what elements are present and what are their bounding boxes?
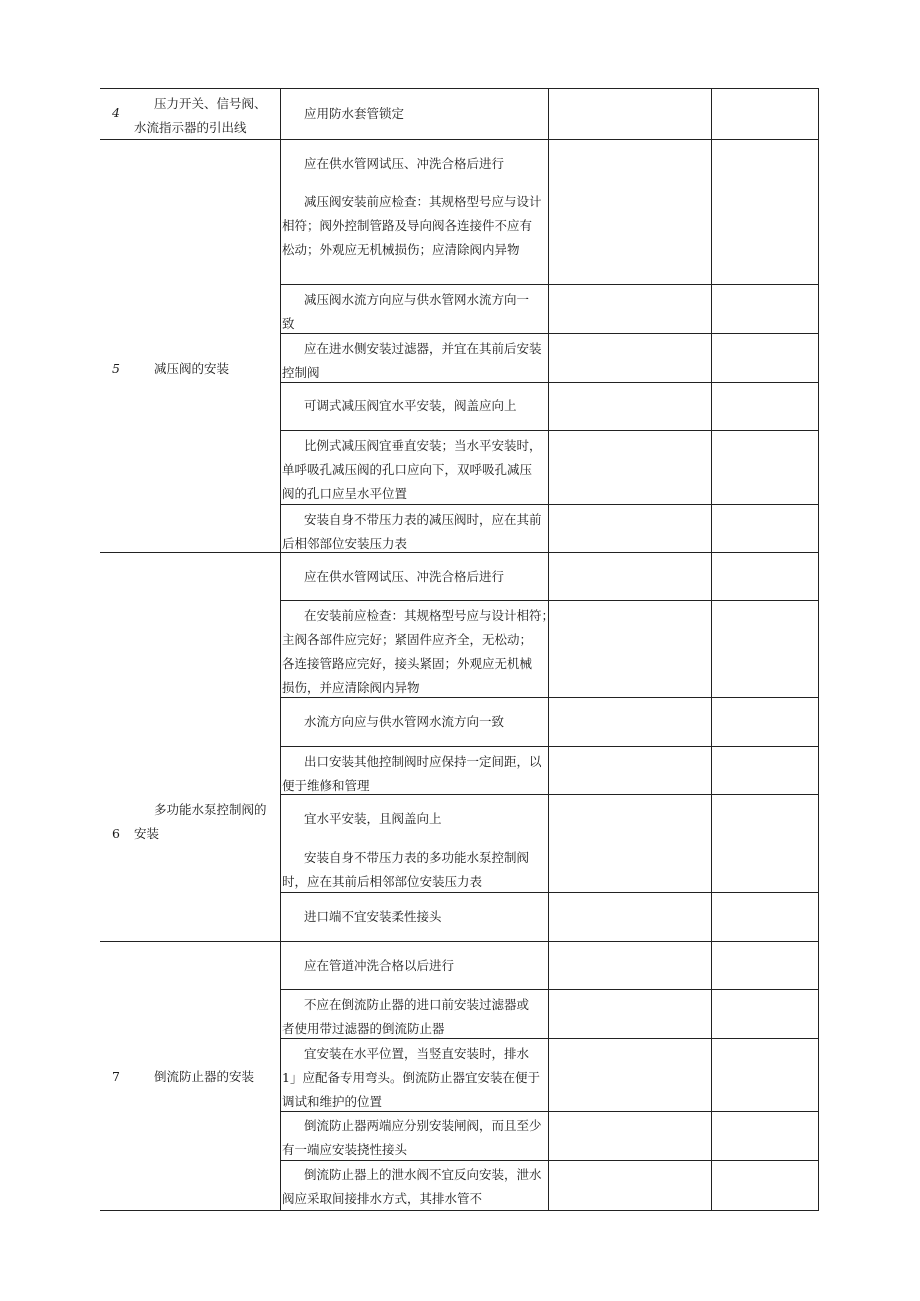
table-right-border	[818, 88, 819, 1211]
item-name-line: 压力开关、信号阀、	[154, 96, 267, 111]
requirement-line: 单呼吸孔减压阀的孔口应向下，双呼吸孔减压	[282, 462, 533, 477]
requirement-line: 阀应采取间接排水方式，其排水管不	[282, 1191, 483, 1206]
requirement-line: 倒流防止器两端应分别安装闸阀，而且至少	[304, 1118, 542, 1133]
requirement-line: 阀的孔口应呈水平位置	[282, 486, 408, 501]
cell-divider	[280, 989, 819, 990]
requirement-line: 出口安装其他控制阀时应保持一定间距，以	[304, 754, 542, 769]
requirement-line: 控制阀	[282, 365, 320, 380]
requirement-line: 应在进水侧安装过滤器，并宜在其前后安装	[304, 341, 542, 356]
requirement-line: 有一端应安装挠性接头	[282, 1142, 408, 1157]
requirement-line: 应用防水套管锁定	[304, 106, 405, 121]
item-name-line: 多功能水泵控制阀的	[154, 802, 267, 817]
requirement-line: 倒流防止器上的泄水阀不宜反向安装，泄水	[304, 1167, 542, 1182]
requirement-line: 主阀各部件应完好；紧固件应齐全，无松动；	[282, 632, 533, 647]
requirement-line: 松动；外观应无机械损伤；应清除阀内异物	[282, 242, 520, 257]
requirement-line: 调试和维护的位置	[282, 1094, 383, 1109]
cell-divider	[280, 600, 819, 601]
requirement-line: 安装自身不带压力表的减压阀时，应在其前	[304, 512, 542, 527]
requirement-line: 比例式减压阀宜垂直安装；当水平安装时，	[304, 438, 542, 453]
item-number: 4	[112, 105, 120, 120]
item-number: 7	[112, 1069, 120, 1084]
requirement-line: 应在供水管网试压、冲洗合格后进行	[304, 569, 505, 584]
requirement-line: 应在管道冲洗合格以后进行	[304, 958, 455, 973]
requirement-line: 减压阀安装前应检查：其规格型号应与设计	[304, 194, 542, 209]
requirement-line: 安装自身不带压力表的多功能水泵控制阀	[304, 850, 530, 865]
requirement-line: 减压阀水流方向应与供水管网水流方向一	[304, 292, 530, 307]
requirement-line: 各连接管路应完好，接头紧固；外观应无机械	[282, 656, 533, 671]
requirement-line: 致	[282, 316, 295, 331]
requirement-line: 后相邻部位安装压力表	[282, 536, 408, 551]
requirement-line: 便于维修和管理	[282, 778, 370, 793]
requirement-line: 宜水平安装，且阀盖向上	[304, 811, 442, 826]
requirement-line: 应在供水管网试压、冲洗合格后进行	[304, 156, 505, 171]
cell-divider	[280, 430, 819, 431]
item-name-line: 安装	[134, 826, 160, 841]
requirement-line: 不应在倒流防止器的进口前安装过滤器或	[304, 997, 530, 1012]
column-divider	[548, 88, 549, 1211]
item-name-line: 倒流防止器的安装	[154, 1069, 255, 1084]
item-name-line: 水流指示器的引出线	[134, 120, 247, 135]
item-number: 6	[112, 826, 120, 841]
requirement-line: 进口端不宜安装柔性接头	[304, 909, 442, 924]
column-divider	[711, 88, 712, 1211]
cell-divider	[280, 382, 819, 383]
cell-divider	[280, 333, 819, 334]
requirement-line: 损伤，并应清除阀内异物	[282, 680, 420, 695]
requirement-line: 相符；阀外控制管路及导向阀各连接件不应有	[282, 218, 533, 233]
cell-divider	[280, 284, 819, 285]
item-name-line: 减压阀的安装	[154, 361, 230, 376]
requirement-line: 可调式减压阀宜水平安装，阀盖应向上	[304, 398, 517, 413]
column-divider	[280, 88, 281, 1211]
requirement-line: 者使用带过滤器的倒流防止器	[282, 1021, 445, 1036]
cell-divider	[280, 746, 819, 747]
requirement-line: 1」应配备专用弯头。倒流防止器宜安装在便于	[282, 1070, 540, 1085]
requirement-line: 水流方向应与供水管网水流方向一致	[304, 714, 505, 729]
requirement-line: 在安装前应检查：其规格型号应与设计相符；	[304, 608, 555, 623]
requirement-line: 时，应在其前后相邻部位安装压力表	[282, 874, 483, 889]
requirement-line: 宜安装在水平位置，当竖直安装时，排水	[304, 1046, 530, 1061]
item-number: 5	[112, 361, 120, 376]
